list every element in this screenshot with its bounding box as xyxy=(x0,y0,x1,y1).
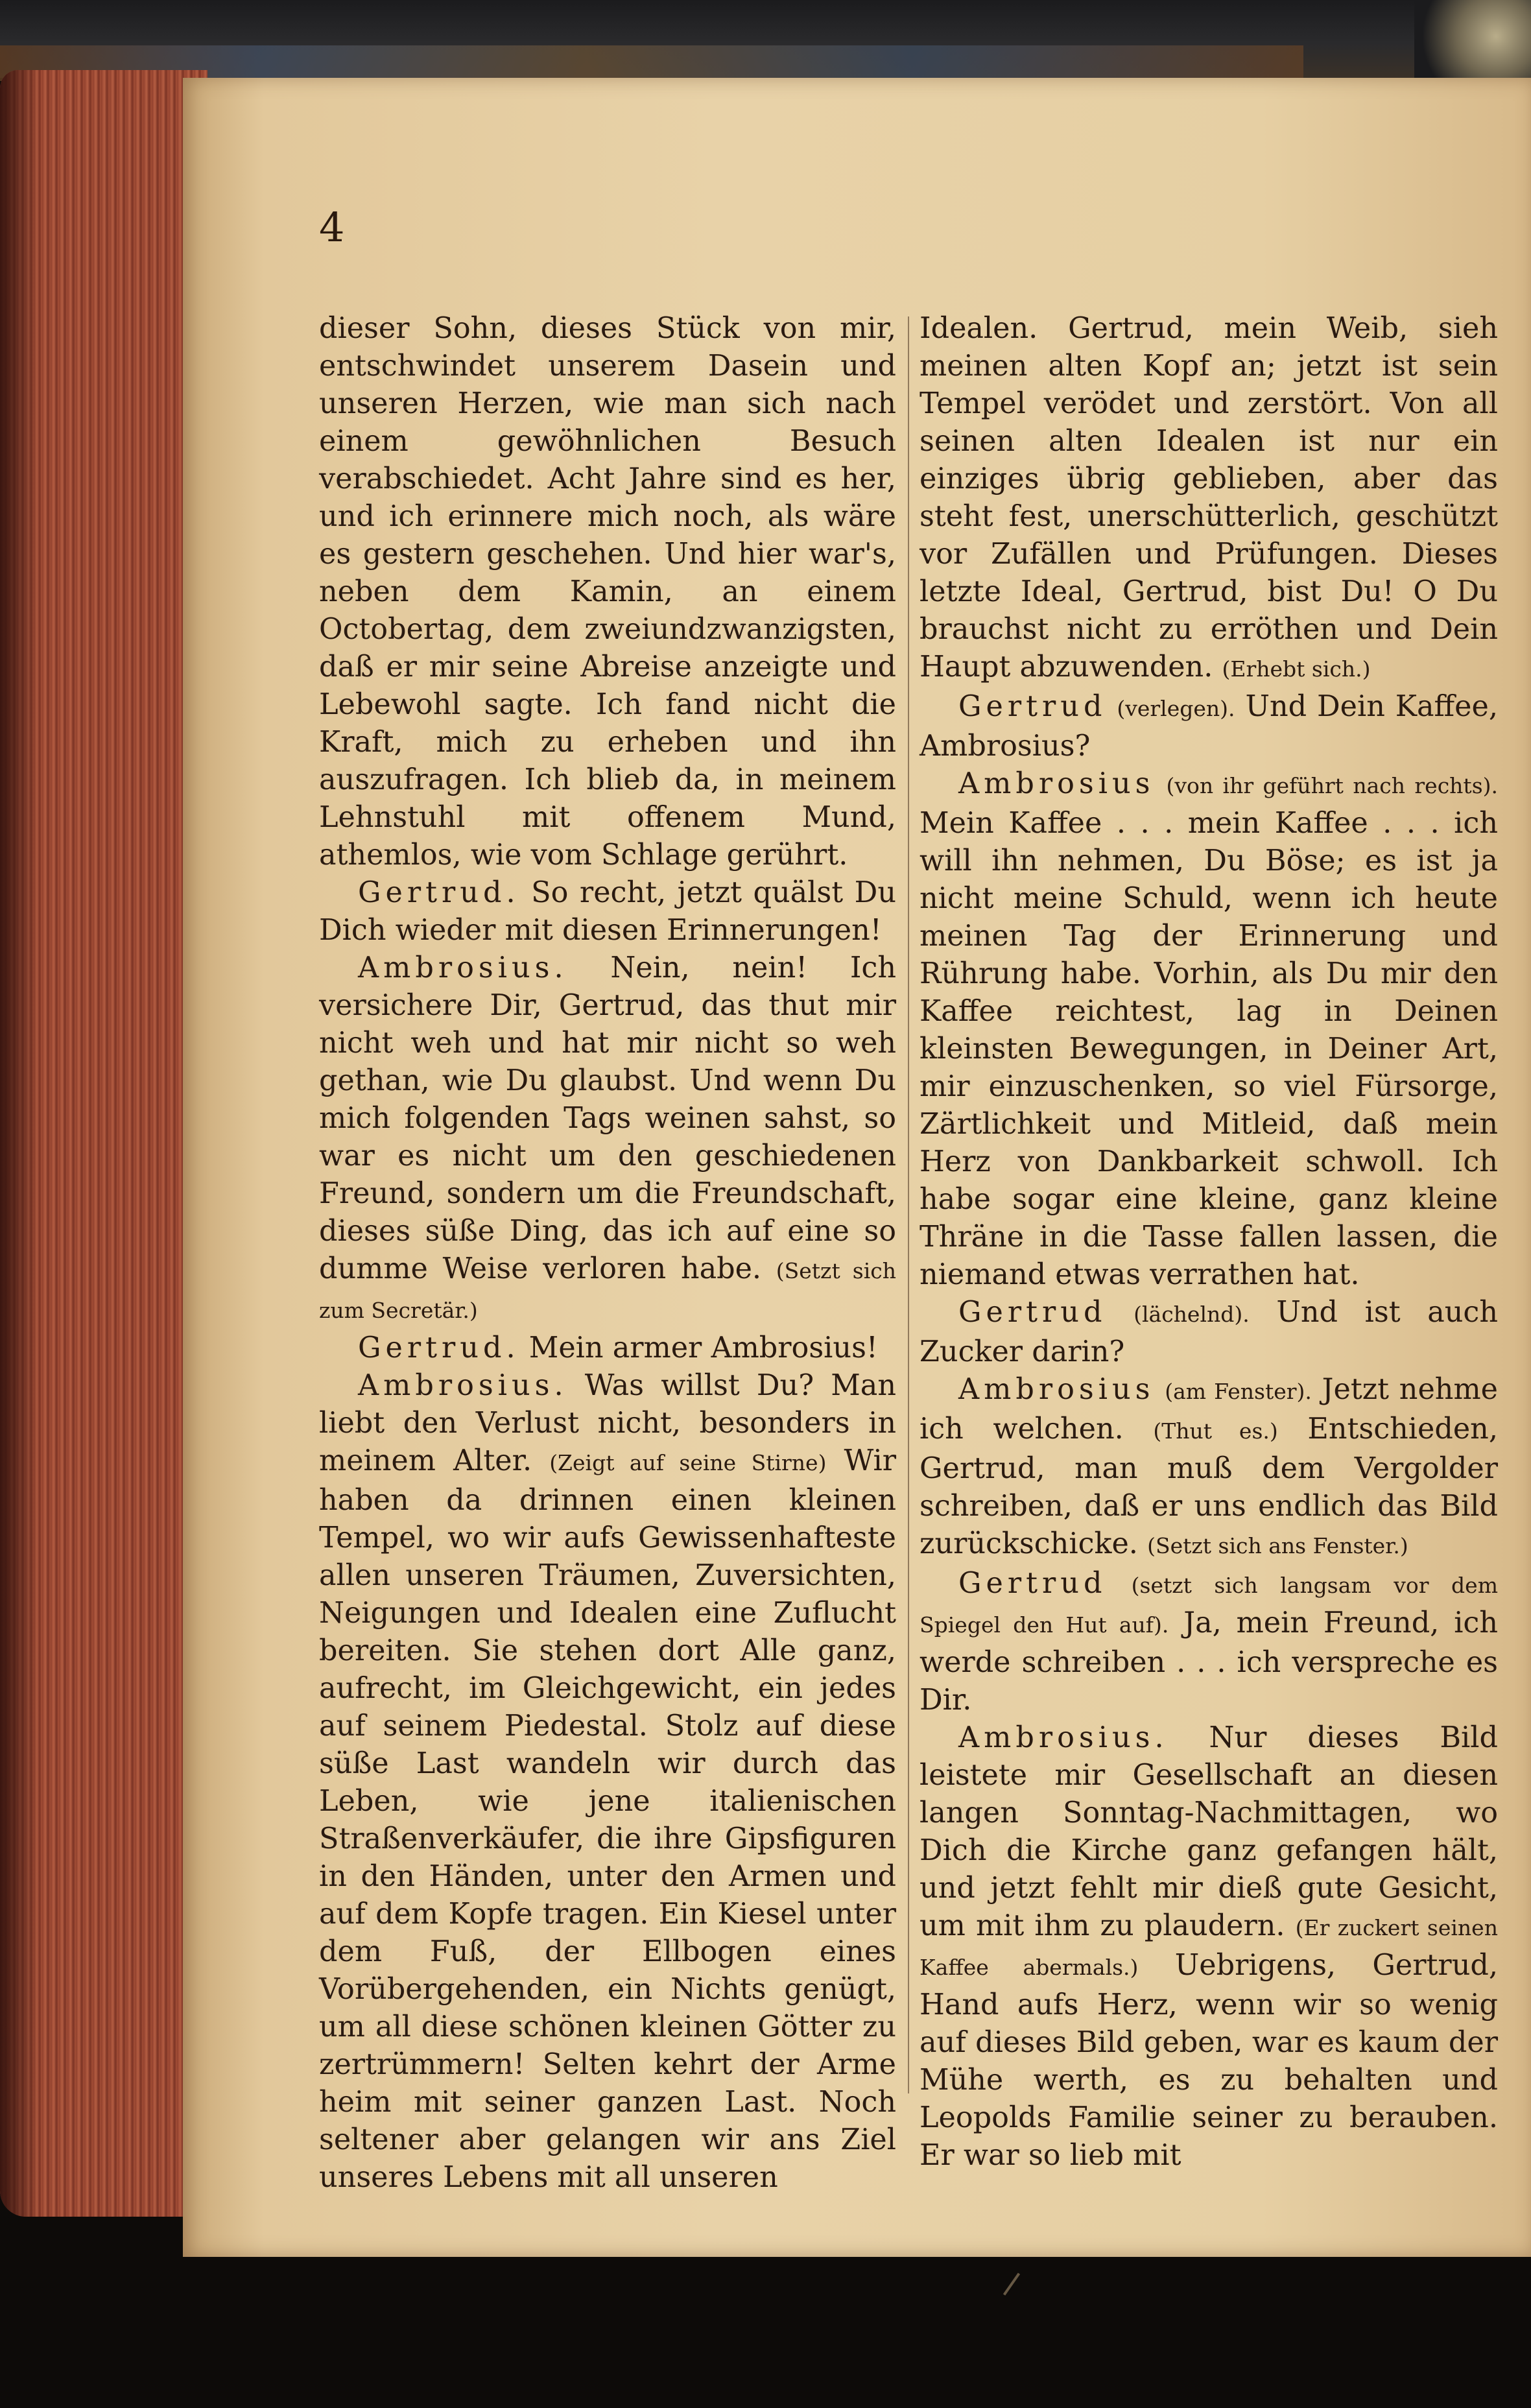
page-edges-shadow xyxy=(0,70,39,2217)
paragraph-text: So recht, jetzt quälst Du Dich wieder mit diesen Erinnerungen! xyxy=(319,876,896,947)
speaker-name: Ambrosius xyxy=(958,1373,1155,1406)
paragraph xyxy=(319,874,896,949)
speaker-name: Gertrud xyxy=(958,690,1107,723)
paragraph xyxy=(920,310,1498,688)
paragraph-text: Mein armer Ambrosius! xyxy=(528,1331,878,1365)
speaker-name: Ambrosius xyxy=(958,767,1155,800)
paragraph-text: Jetzt nehme ich welchen. xyxy=(920,1373,1498,1446)
paragraph xyxy=(319,310,896,874)
speaker-name: Ambrosius. xyxy=(958,1721,1169,1754)
paragraph-text: Nur dieses Bild leistete mir Gesellschaft an diesen langen Sonntag-Nachmittagen, wo Dich die Kirche ganz gefangen hält, und jetzt fehlt mir dieß gute Gesicht, um mit ihm zu plaudern. xyxy=(920,1721,1498,1942)
stage-direction: (verlegen). xyxy=(1117,696,1235,721)
paragraph xyxy=(920,765,1498,1294)
speaker-name: Ambrosius. xyxy=(358,951,568,984)
stage-direction: (Er zuckert seinen Kaffee abermals.) xyxy=(920,1915,1498,1980)
paragraph xyxy=(319,1367,896,2197)
paragraph-text: Mein Kaffee . . . mein Kaffee . . . ich will ihn nehmen, Du Böse; es ist ja nicht meine Schuld, wenn ich heute meinen Tag der Erinnerung und Rührung habe. Vorhin, als Du mir den Kaffee reichtest, lag in Deinen kleinsten Bewegungen, in Deiner Art, mir einzuschenken, so viel Fürsorge, Zärtlichkeit und Mitleid, daß mein Herz von Dankbarkeit schwoll. Ich habe sogar eine kleine, ganz kleine Thräne in die Tasse fallen lassen, die niemand etwas verrathen hat. xyxy=(920,807,1498,1291)
right-column xyxy=(920,310,1499,2172)
paragraph-text: Was willst Du? Man liebt den Verlust nicht, besonders in meinem Alter. xyxy=(319,1369,896,1477)
paragraph xyxy=(920,1294,1498,1371)
paragraph xyxy=(920,1719,1498,2175)
scan-mark xyxy=(1003,2272,1020,2295)
stage-direction: (Erhebt sich.) xyxy=(1222,656,1371,682)
stage-direction: (am Fenster). xyxy=(1165,1379,1312,1404)
speaker-name: Ambrosius. xyxy=(358,1369,568,1402)
stage-direction: (Thut es.) xyxy=(1153,1418,1278,1444)
paragraph-text: dieser Sohn, dieses Stück von mir, entschwindet unserem Dasein und unseren Herzen, wie man sich nach einem gewöhnlichen Besuch verabschiedet. Acht Jahre sind es her, und ich erinnere mich noch, als wäre es gestern geschehen. Und hier war's, neben dem Kamin, an einem Octobertag, dem zweiundzwanzigsten, daß er mir seine Abreise anzeigte und Lebewohl sagte. Ich fand nicht die Kraft, mich zu erheben und ihn auszufragen. Ich blieb da, in meinem Lehnstuhl mit offenem Mund, athemlos, wie vom Schlage gerührt. xyxy=(319,312,896,872)
paragraph xyxy=(920,1565,1498,1719)
paragraph-text: Idealen. Gertrud, mein Weib, sieh meinen alten Kopf an; jetzt ist sein Tempel verödet und zerstört. Von all seinen alten Idealen ist nur ein einziges übrig geblieben, aber das steht fest, unerschütterlich, geschützt vor Zufällen und Prüfungen. Dieses letzte Ideal, Gertrud, bist Du! O Du brauchst nicht zu erröthen und Dein Haupt abzuwenden. xyxy=(920,312,1498,684)
paragraph xyxy=(319,949,896,1329)
paragraph-text: Ja, mein Freund, ich werde schreiben . . . ich verspreche es Dir. xyxy=(920,1606,1499,1717)
paragraph-text-continued: Entschieden, Gertrud, man muß dem Vergolder schreiben, daß er uns endlich das Bild zurückschicke. xyxy=(920,1413,1498,1560)
paragraph-text-continued: Uebrigens, Gertrud, Hand aufs Herz, wenn wir so wenig auf dieses Bild geben, war es kaum der Mühe werth, es zu behalten und Leopolds Familie seiner zu berauben. Er war so lieb mit xyxy=(920,1949,1498,2172)
paragraph-text: Nein, nein! Ich versichere Dir, Gertrud, das thut mir nicht weh und hat mir nicht so weh gethan, wie Du glaubst. Und wenn Du mich folgenden Tags weinen sahst, so war es nicht um den geschiedenen Freund, sondern um die Freundschaft, dieses süße Ding, das ich auf eine so dumme Weise verloren habe. xyxy=(319,951,896,1285)
paragraph-text: Und Dein Kaffee, Ambrosius? xyxy=(920,690,1498,763)
paragraph xyxy=(920,688,1498,765)
paragraph-text-continued: Wir haben da drinnen einen kleinen Tempel, wo wir aufs Gewissenhafteste allen unseren Träumen, Zuversichten, Neigungen und Idealen eine Zuflucht bereiten. Sie stehen dort Alle ganz, aufrecht, im Gleichgewicht, ein jedes auf seinem Piedestal. Stolz auf diese süße Last wandeln wir durch das Leben, wie jene italienischen Straßenverkäufer, die ihre Gipsfiguren in den Händen, unter den Armen und auf dem Kopfe tragen. Ein Kiesel unter dem Fuß, der Ellbogen eines Vorübergehenden, ein Nichts genügt, um all diese schönen kleinen Götter zu zertrümmern! Selten kehrt der Arme heim mit seiner ganzen Last. Noch seltener aber gelangen wir ans Ziel unseres Lebens mit all unseren xyxy=(319,1444,896,2194)
stage-direction: (lächelnd). xyxy=(1133,1302,1250,1327)
column-divider xyxy=(908,316,909,2093)
stage-direction: (von ihr geführt nach rechts). xyxy=(1166,773,1498,798)
speaker-name: Gertrud. xyxy=(358,1331,520,1365)
speaker-name: Gertrud xyxy=(958,1567,1107,1600)
stage-direction: (Setzt sich zum Secretär.) xyxy=(319,1258,896,1323)
paragraph-text: Und ist auch Zucker darin? xyxy=(920,1296,1498,1368)
paragraph xyxy=(920,1371,1498,1565)
paragraph xyxy=(319,1329,896,1367)
bookmark-ribbon xyxy=(1414,0,1531,91)
page-number: 4 xyxy=(319,204,345,251)
stage-direction: (Zeigt auf seine Stirne) xyxy=(549,1450,827,1475)
left-column xyxy=(319,310,896,2194)
stage-direction: (setzt sich langsam vor dem Spiegel den Hut auf). xyxy=(920,1573,1498,1638)
stage-direction: (Setzt sich ans Fenster.) xyxy=(1147,1533,1408,1558)
speaker-name: Gertrud. xyxy=(358,876,520,909)
speaker-name: Gertrud xyxy=(958,1296,1107,1329)
